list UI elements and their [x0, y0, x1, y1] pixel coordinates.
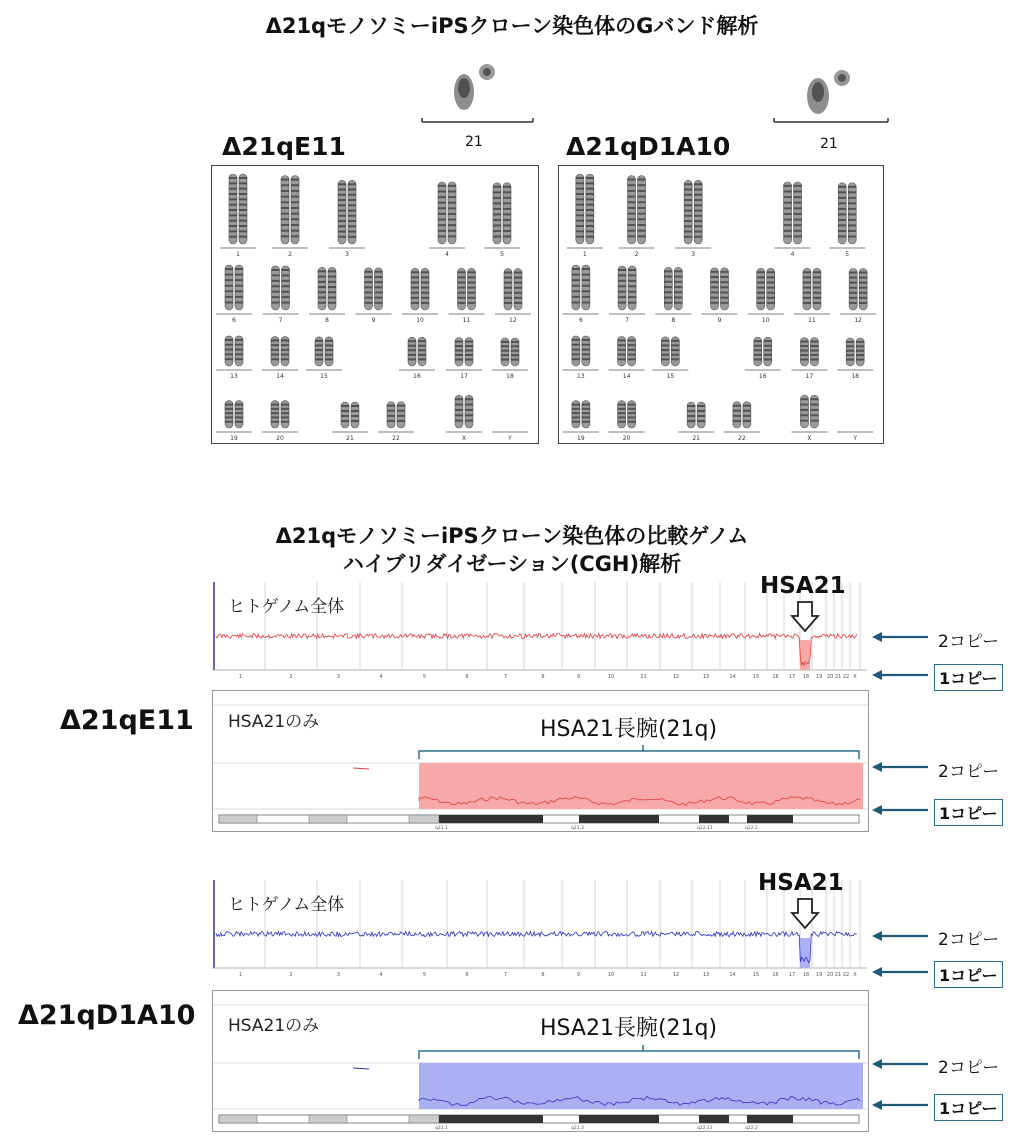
chromosome-label-3: 3 [345, 251, 349, 258]
chromosome-16 [399, 337, 435, 380]
svg-text:12: 12 [672, 972, 680, 978]
long-arm-label-d1a10: HSA21長腕(21q) [540, 1016, 718, 1041]
chromosome-14 [609, 336, 645, 380]
chromosome-label-13: 13 [577, 373, 585, 380]
chromosome-label-7: 7 [625, 317, 629, 324]
svg-text:22: 22 [842, 972, 850, 978]
svg-text:X: X [853, 674, 857, 680]
chromosome-label-4: 4 [790, 251, 795, 258]
chromosome-label-19: 19 [230, 435, 238, 442]
svg-text:21: 21 [834, 674, 842, 680]
svg-text:17: 17 [788, 972, 796, 978]
chromosome-label-3: 3 [691, 251, 696, 258]
chromosome-label-20: 20 [276, 435, 284, 442]
chromosome-18 [492, 338, 528, 380]
copy-number-arrows [868, 620, 938, 1130]
svg-text:19: 19 [815, 674, 823, 680]
chromosome-label-18: 18 [506, 373, 514, 380]
two-copy-label-3: 2コピー [938, 930, 1000, 950]
svg-text:10: 10 [607, 972, 615, 978]
svg-text:16: 16 [772, 972, 779, 978]
chromosome-17 [791, 338, 827, 380]
chromosome-2 [272, 176, 308, 258]
hsa21-only-label-e11: HSA21のみ [228, 712, 320, 732]
svg-text:4: 4 [379, 674, 383, 680]
chromosome-12 [495, 269, 531, 324]
enlarged-chr21-d1a10-image [772, 62, 890, 142]
chromosome-label-Y: Y [508, 435, 512, 442]
chromosome-9 [356, 268, 392, 324]
one-copy-box-2: 1コピー [934, 799, 1003, 826]
chromosome-label-20: 20 [622, 435, 631, 442]
svg-text:8: 8 [541, 972, 545, 978]
svg-text:3: 3 [336, 972, 341, 978]
chromosome-label-14: 14 [276, 373, 284, 380]
chromosome-3 [329, 180, 365, 258]
chromosome-label-6: 6 [232, 317, 236, 324]
chromosome-22 [378, 402, 414, 442]
chromosome-14 [262, 336, 298, 380]
chromosome-X [791, 395, 827, 442]
svg-text:17: 17 [788, 674, 796, 680]
chromosome-16 [745, 337, 781, 380]
hsa21-label-d1a10: HSA21 [758, 870, 844, 896]
chromosome-label-21: 21 [346, 435, 354, 442]
two-copy-label-1: 2コピー [938, 632, 1000, 652]
chromosome-label-5: 5 [500, 251, 504, 258]
chromosome-label-14: 14 [622, 373, 631, 380]
chromosome-10 [748, 268, 784, 324]
chromosome-19 [563, 401, 599, 442]
hsa21-pointer-arrow-d1a10 [790, 897, 820, 935]
long-arm-label-e11: HSA21長腕(21q) [540, 717, 718, 742]
chromosome-19 [216, 401, 252, 442]
chromosome-label-22: 22 [738, 435, 746, 442]
chromosome-4 [775, 182, 811, 258]
chromosome-label-X: X [461, 435, 467, 442]
one-copy-box-1: 1コピー [934, 664, 1003, 691]
chromosome-21 [332, 402, 368, 442]
svg-text:q22.11: q22.11 [697, 826, 713, 831]
chromosome-label-8: 8 [671, 317, 676, 324]
svg-text:11: 11 [640, 972, 647, 978]
svg-text:22: 22 [842, 674, 850, 680]
svg-text:q22.2: q22.2 [745, 1126, 758, 1131]
chromosome-2 [619, 176, 655, 258]
chromosome-label-16: 16 [758, 373, 767, 380]
chromosome-5 [829, 183, 865, 258]
chromosome-label-X: X [807, 435, 812, 442]
chromosome-label-22: 22 [392, 435, 400, 442]
svg-text:1: 1 [238, 972, 243, 978]
chromosome-label-18: 18 [851, 373, 859, 380]
svg-text:1: 1 [238, 674, 243, 680]
chromosome-15 [652, 337, 688, 380]
svg-text:21: 21 [834, 972, 842, 978]
svg-text:14: 14 [729, 972, 736, 978]
chromosome-label-9: 9 [371, 317, 376, 324]
chromosome-label-5: 5 [845, 251, 850, 258]
enlarged-chr21-e11-image [420, 58, 535, 138]
chromosome-17 [446, 338, 482, 380]
chromosome-4 [429, 182, 465, 258]
chromosome-1 [220, 174, 256, 258]
chromosome-10 [402, 268, 438, 324]
clone-name-e11: Δ21qE11 [222, 132, 346, 161]
svg-text:6: 6 [465, 674, 469, 680]
chromosome-1 [567, 174, 603, 258]
cgh-sample-name-e11: Δ21qE11 [60, 705, 194, 736]
chromosome-6 [216, 265, 252, 324]
one-copy-box-4: 1コピー [934, 1094, 1003, 1121]
chromosome-8 [655, 267, 691, 324]
two-copy-label-2: 2コピー [938, 762, 1000, 782]
svg-text:20: 20 [826, 674, 834, 680]
one-copy-box-3: 1コピー [934, 961, 1003, 988]
svg-text:15: 15 [752, 972, 760, 978]
chromosome-7 [609, 266, 645, 324]
karyotype-d1a10 [558, 165, 884, 444]
chromosome-21 [678, 402, 714, 442]
chromosome-label-10: 10 [416, 317, 424, 324]
chromosome-label-21: 21 [692, 435, 700, 442]
hsa21-label-e11: HSA21 [760, 573, 846, 599]
chromosome-15 [306, 337, 342, 380]
svg-text:7: 7 [503, 674, 508, 680]
svg-text:q21.1: q21.1 [435, 1126, 448, 1131]
whole-genome-label-e11: ヒトゲノム全体 [228, 597, 345, 617]
svg-text:q21.3: q21.3 [571, 1126, 584, 1131]
chromosome-label-2: 2 [634, 251, 639, 258]
enlarged-chr21-d1a10-label: 21 [820, 136, 838, 152]
svg-text:q21.1: q21.1 [435, 826, 448, 831]
svg-text:q22.11: q22.11 [697, 1126, 713, 1131]
svg-text:10: 10 [607, 674, 615, 680]
chromosome-Y [492, 432, 528, 442]
chromosome-label-8: 8 [325, 317, 329, 324]
chromosome-6 [563, 265, 599, 324]
chromosome-11 [794, 268, 830, 324]
svg-text:4: 4 [379, 972, 383, 978]
svg-text:13: 13 [702, 674, 710, 680]
chromosome-3 [675, 180, 711, 258]
chromosome-label-15: 15 [666, 373, 675, 380]
hsa21-pointer-arrow-e11 [790, 600, 820, 638]
chromosome-9 [702, 268, 738, 324]
chromosome-label-7: 7 [278, 317, 283, 324]
chromosome-label-17: 17 [460, 373, 468, 380]
svg-text:5: 5 [422, 972, 427, 978]
chromosome-label-11: 11 [808, 317, 816, 324]
chromosome-label-10: 10 [761, 317, 770, 324]
svg-text:9: 9 [576, 972, 581, 978]
chromosome-Y [837, 432, 873, 442]
chromosome-5 [484, 183, 520, 258]
svg-text:2: 2 [289, 972, 293, 978]
hsa21-only-label-d1a10: HSA21のみ [228, 1016, 320, 1036]
chromosome-label-4: 4 [445, 251, 449, 258]
chromosome-20 [262, 401, 298, 442]
svg-text:15: 15 [752, 674, 760, 680]
svg-text:18: 18 [802, 674, 810, 680]
svg-text:16: 16 [772, 674, 779, 680]
svg-text:20: 20 [826, 972, 834, 978]
chromosome-X [446, 395, 482, 442]
chromosome-label-2: 2 [288, 251, 292, 258]
svg-text:q22.2: q22.2 [745, 826, 758, 831]
chromosome-label-13: 13 [230, 373, 238, 380]
svg-text:2: 2 [289, 674, 293, 680]
karyotype-e11 [211, 165, 539, 444]
chromosome-12 [840, 269, 876, 324]
svg-text:3: 3 [336, 674, 341, 680]
chromosome-13 [216, 336, 252, 380]
chromosome-8 [309, 267, 345, 324]
chromosome-11 [449, 268, 485, 324]
svg-text:5: 5 [422, 674, 427, 680]
karyotype-e11-image [212, 166, 538, 443]
karyotype-d1a10-image [559, 166, 883, 443]
chromosome-label-17: 17 [805, 373, 814, 380]
svg-text:9: 9 [576, 674, 581, 680]
svg-text:7: 7 [503, 972, 508, 978]
svg-text:13: 13 [702, 972, 710, 978]
chromosome-label-11: 11 [462, 317, 471, 324]
cgh-title-line1: Δ21qモノソミーiPSクローン染色体の比較ゲノム [275, 524, 749, 548]
chromosome-13 [563, 336, 599, 380]
svg-text:6: 6 [465, 972, 469, 978]
svg-text:12: 12 [672, 674, 680, 680]
svg-text:X: X [853, 972, 857, 978]
two-copy-label-4: 2コピー [938, 1058, 1000, 1078]
gband-title: Δ21qモノソミーiPSクローン染色体のGバンド解析 [265, 14, 759, 38]
chromosome-label-16: 16 [413, 373, 421, 380]
chromosome-22 [724, 402, 760, 442]
clone-name-d1a10: Δ21qD1A10 [566, 132, 731, 161]
chromosome-label-15: 15 [320, 373, 328, 380]
enlarged-chr21-d1a10 [772, 62, 890, 142]
svg-text:11: 11 [640, 674, 647, 680]
chromosome-label-12: 12 [509, 317, 517, 324]
chromosome-label-6: 6 [578, 317, 583, 324]
chromosome-label-1: 1 [582, 251, 587, 258]
chromosome-label-Y: Y [853, 435, 858, 442]
cgh-title-line2: ハイブリダイゼーション(CGH)解析 [342, 552, 682, 576]
whole-genome-label-d1a10: ヒトゲノム全体 [228, 895, 345, 915]
cgh-sample-name-d1a10: Δ21qD1A10 [18, 1000, 196, 1031]
svg-text:19: 19 [815, 972, 823, 978]
svg-text:18: 18 [802, 972, 810, 978]
chromosome-7 [263, 266, 299, 324]
chromosome-18 [837, 338, 873, 380]
chromosome-20 [609, 401, 645, 442]
svg-text:8: 8 [541, 674, 545, 680]
chromosome-label-1: 1 [236, 251, 240, 258]
chromosome-label-19: 19 [577, 435, 585, 442]
chromosome-label-9: 9 [717, 317, 722, 324]
svg-text:q21.3: q21.3 [571, 826, 584, 831]
enlarged-chr21-e11 [420, 58, 535, 138]
chromosome-label-12: 12 [854, 317, 862, 324]
enlarged-chr21-e11-label: 21 [465, 134, 483, 150]
svg-text:14: 14 [729, 674, 736, 680]
